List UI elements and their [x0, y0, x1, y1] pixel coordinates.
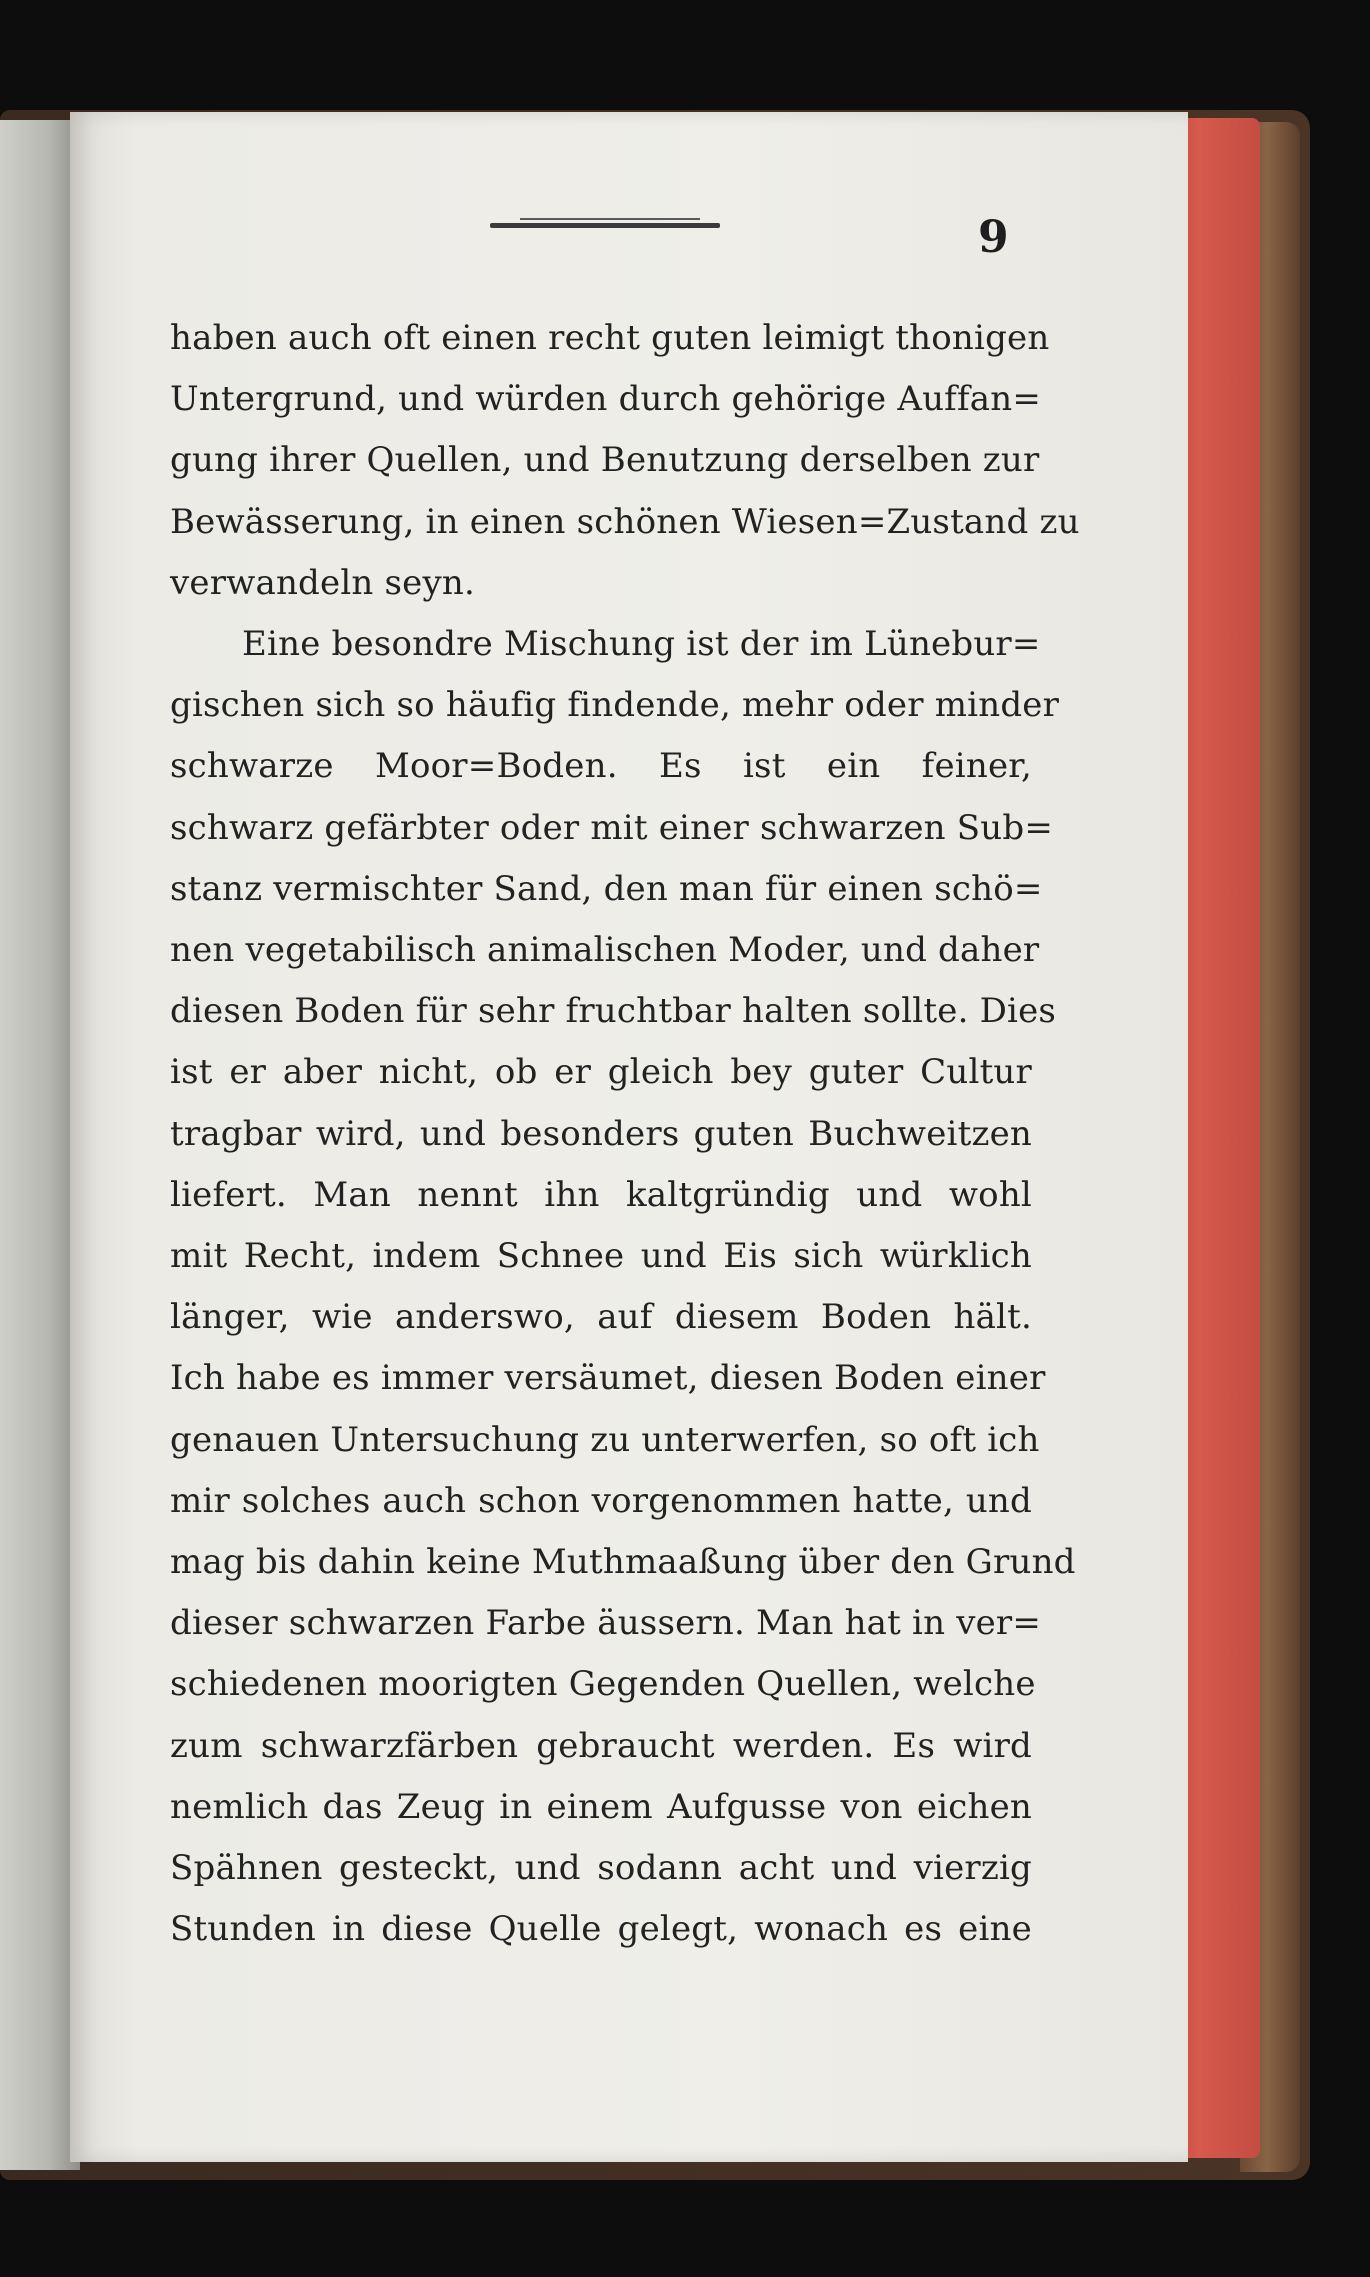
facing-page [0, 120, 80, 2170]
text-line: Eine besondre Mischung ist der im Lünebur= [242, 624, 1041, 665]
text-line: zum schwarzfärben gebraucht werden. Es wird [170, 1725, 1032, 1766]
text-line: ist er aber nicht, ob er gleich bey guter Cultur [170, 1052, 1032, 1093]
text-line: diesen Boden für sehr fruchtbar halten sollte. Dies [170, 991, 1057, 1032]
text-line: mag bis dahin keine Muthmaaßung über den Grund [170, 1542, 1076, 1583]
text-line: genauen Untersuchung zu unterwerfen, so oft ich [170, 1419, 1040, 1460]
text-line: Bewässerung, in einen schönen Wiesen=Zustand zu [170, 501, 1080, 542]
text-line: mit Recht, indem Schnee und Eis sich würklich [170, 1236, 1032, 1277]
text-line: liefert. Man nennt ihn kaltgründig und wohl [170, 1174, 1032, 1215]
text-line: schwarz gefärbter oder mit einer schwarzen Sub= [170, 807, 1054, 848]
text-line: Ich habe es immer versäumet, diesen Boden einer [170, 1358, 1046, 1399]
text-line: nemlich das Zeug in einem Aufgusse von eichen [170, 1786, 1032, 1827]
page-text [170, 308, 1080, 1960]
text-line: gung ihrer Quellen, und Benutzung derselben zur [170, 440, 1040, 481]
page-number: 9 [978, 212, 1009, 263]
text-line: stanz vermischter Sand, den man für einen schö= [170, 868, 1043, 909]
header-ornament [490, 218, 720, 232]
text-line: dieser schwarzen Farbe äussern. Man hat in ver= [170, 1603, 1042, 1644]
text-line: tragbar wird, und besonders guten Buchweitzen [170, 1113, 1032, 1154]
text-line: schiedenen moorigten Gegenden Quellen, welche [170, 1664, 1036, 1705]
text-line: haben auch oft einen recht guten leimigt thonigen [170, 318, 1050, 358]
text-line: Stunden in diese Quelle gelegt, wonach es eine [170, 1909, 1032, 1950]
text-line: länger, wie anderswo, auf diesem Boden hält. [170, 1297, 1032, 1338]
text-line: Untergrund, und würden durch gehörige Auffan= [170, 379, 1042, 420]
text-line: mir solches auch schon vorgenommen hatte, und [170, 1480, 1032, 1521]
text-line: schwarze Moor=Boden. Es ist ein feiner, [170, 746, 1032, 787]
text-line: gischen sich so häufig findende, mehr oder minder [170, 685, 1060, 726]
text-line: Spähnen gesteckt, und sodann acht und vierzig [170, 1848, 1032, 1889]
text-line: nen vegetabilisch animalischen Moder, und daher [170, 930, 1040, 971]
text-line: verwandeln seyn. [170, 562, 475, 603]
